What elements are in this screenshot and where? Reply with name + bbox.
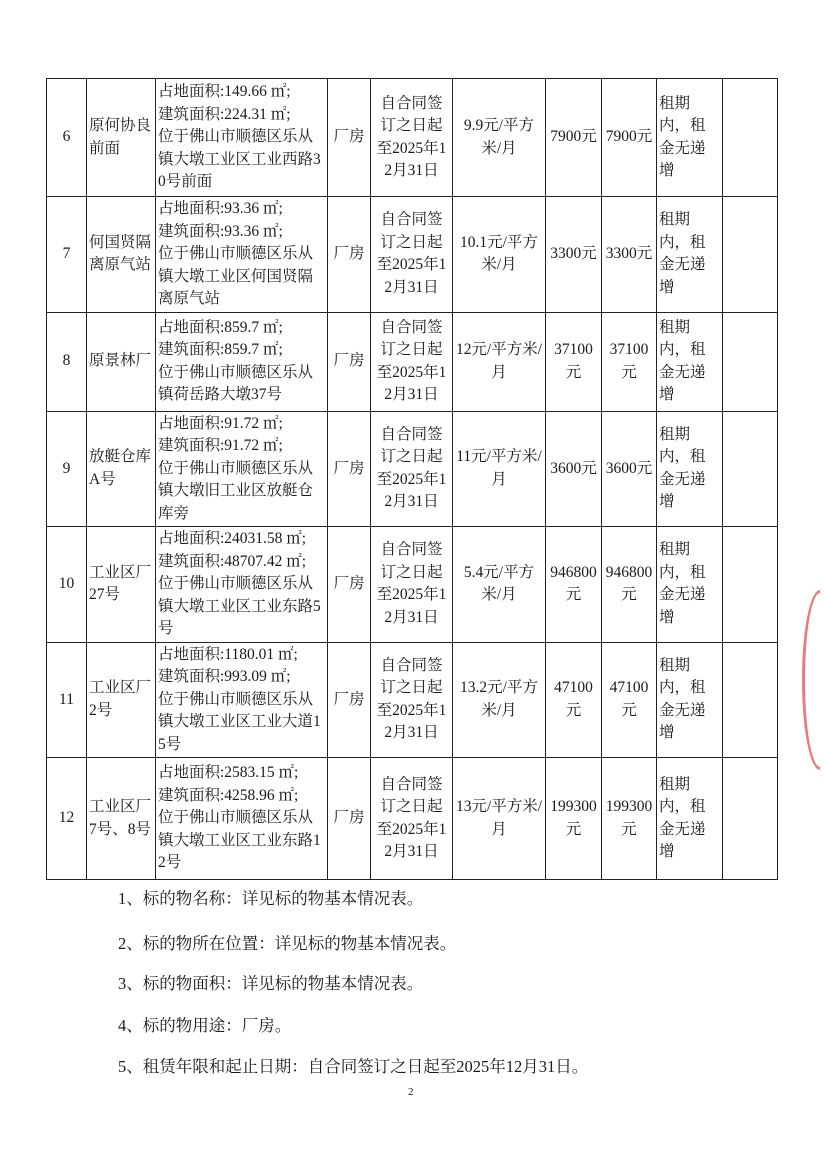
description-line: 建筑面积:93.36 ㎡; [158,222,283,240]
rent-note: 租期内，租金无递增 [657,642,723,758]
unit-price: 12元/平方米/月 [453,312,546,411]
table-row [47,79,778,197]
lease-term: 自合同签订之日起至2025年12月31日 [371,527,453,643]
property-use: 厂房 [328,312,371,411]
starting-price: 3300元 [602,197,657,313]
clause-paragraph: 3、标的物面积：详见标的物基本情况表。 [118,974,424,993]
property-use: 厂房 [328,642,371,758]
page-number: 2 [408,1086,414,1098]
row-number: 6 [47,79,87,197]
remarks [723,79,778,197]
property-use: 厂房 [328,411,371,527]
property-name: 放艇仓库A号 [87,411,156,527]
property-name: 原景林厂 [87,312,156,411]
description-line: 占地面积:91.72 ㎡; [158,414,283,432]
monthly-rent: 47100元 [546,642,602,758]
rent-note: 租期内，租金无递增 [657,312,723,411]
description-line: 位于佛山市顺德区乐从镇大墩旧工业区放艇仓库旁 [158,459,314,522]
description-line: 建筑面积:859.7 ㎡; [158,341,283,358]
remarks [723,411,778,527]
property-description [156,197,328,313]
description-line: 占地面积:93.36 ㎡; [158,200,283,217]
rent-note: 租期内，租金无递增 [657,197,723,313]
description-line: 位于佛山市顺德区乐从镇大墩工业区工业西路30号前面 [158,128,321,191]
clause-paragraph: 1、标的物名称：详见标的物基本情况表。 [118,889,424,908]
description-line: 建筑面积:993.09 ㎡; [158,668,291,685]
table-row [47,411,778,527]
table-row [47,758,778,880]
monthly-rent: 7900元 [546,79,602,197]
property-description [156,527,328,643]
unit-price: 5.4元/平方米/月 [453,527,546,643]
rent-note: 租期内，租金无递增 [657,758,723,880]
unit-price: 10.1元/平方米/月 [453,197,546,313]
description-line: 建筑面积:48707.42 ㎡; [158,552,307,570]
clause-paragraph: 2、标的物所在位置：详见标的物基本情况表。 [118,934,457,953]
rent-note: 租期内，租金无递增 [657,411,723,527]
remarks [723,758,778,880]
lease-term: 自合同签订之日起至2025年12月31日 [371,79,453,197]
property-use: 厂房 [328,758,371,880]
description-line: 位于佛山市顺德区乐从镇大墩工业区工业大道15号 [158,690,321,753]
table-row [47,642,778,758]
property-use: 厂房 [328,527,371,643]
row-number: 8 [47,312,87,411]
row-number: 9 [47,411,87,527]
monthly-rent: 3600元 [546,411,602,527]
lease-term: 自合同签订之日起至2025年12月31日 [371,411,453,527]
lease-term: 自合同签订之日起至2025年12月31日 [371,758,453,880]
description-line: 占地面积:859.7 ㎡; [158,318,283,336]
row-number: 7 [47,197,87,313]
row-number: 10 [47,527,87,643]
property-name: 工业区厂27号 [87,527,156,643]
remarks [723,312,778,411]
property-name: 工业区厂7号、8号 [87,758,156,880]
property-table [46,78,778,880]
monthly-rent: 3300元 [546,197,602,313]
description-line: 建筑面积:224.31 ㎡; [158,105,291,123]
monthly-rent: 199300元 [546,758,602,880]
unit-price: 9.9元/平方米/月 [453,79,546,197]
description-line: 占地面积:24031.58 ㎡; [158,530,307,547]
clause-paragraph: 4、标的物用途：厂房。 [118,1016,292,1035]
property-name: 何国贤隔离原气站 [87,197,156,313]
unit-price: 13元/平方米/月 [453,758,546,880]
description-line: 占地面积:149.66 ㎡; [158,83,291,101]
monthly-rent: 946800元 [546,527,602,643]
property-description [156,411,328,527]
row-number: 12 [47,758,87,880]
starting-price: 3600元 [602,411,657,527]
property-description [156,312,328,411]
description-line: 占地面积:1180.01 ㎡; [158,645,298,663]
lease-term: 自合同签订之日起至2025年12月31日 [371,197,453,313]
unit-price: 11元/平方米/月 [453,411,546,527]
lease-term: 自合同签订之日起至2025年12月31日 [371,312,453,411]
property-description [156,79,328,197]
property-name: 工业区厂2号 [87,642,156,758]
starting-price: 47100元 [602,642,657,758]
description-line: 位于佛山市顺德区乐从镇荷岳路大墩37号 [158,363,314,403]
starting-price: 946800元 [602,527,657,643]
description-line: 建筑面积:4258.96 ㎡; [158,786,299,804]
table-row [47,197,778,313]
unit-price: 13.2元/平方米/月 [453,642,546,758]
starting-price: 7900元 [602,79,657,197]
property-use: 厂房 [328,79,371,197]
starting-price: 37100元 [602,312,657,411]
description-line: 位于佛山市顺德区乐从镇大墩工业区何国贤隔离原气站 [158,245,314,307]
rent-note: 租期内，租金无递增 [657,79,723,197]
lease-term: 自合同签订之日起至2025年12月31日 [371,642,453,758]
property-description [156,642,328,758]
table-row [47,527,778,643]
remarks [723,527,778,643]
clause-paragraph: 5、租赁年限和起止日期：自合同签订之日起至2025年12月31日。 [118,1057,589,1076]
rent-note: 租期内，租金无递增 [657,527,723,643]
monthly-rent: 37100元 [546,312,602,411]
red-seal-stamp [802,590,820,770]
description-line: 建筑面积:91.72 ㎡; [158,437,283,454]
description-line: 占地面积:2583.15 ㎡; [158,764,299,782]
table-row [47,312,778,411]
property-name: 原何协良前面 [87,79,156,197]
row-number: 11 [47,642,87,758]
property-description [156,758,328,880]
remarks [723,197,778,313]
remarks [723,642,778,758]
property-use: 厂房 [328,197,371,313]
description-line: 位于佛山市顺德区乐从镇大墩工业区工业东路5号 [158,575,321,637]
starting-price: 199300元 [602,758,657,880]
description-line: 位于佛山市顺德区乐从镇大墩工业区工业东路12号 [158,809,321,872]
